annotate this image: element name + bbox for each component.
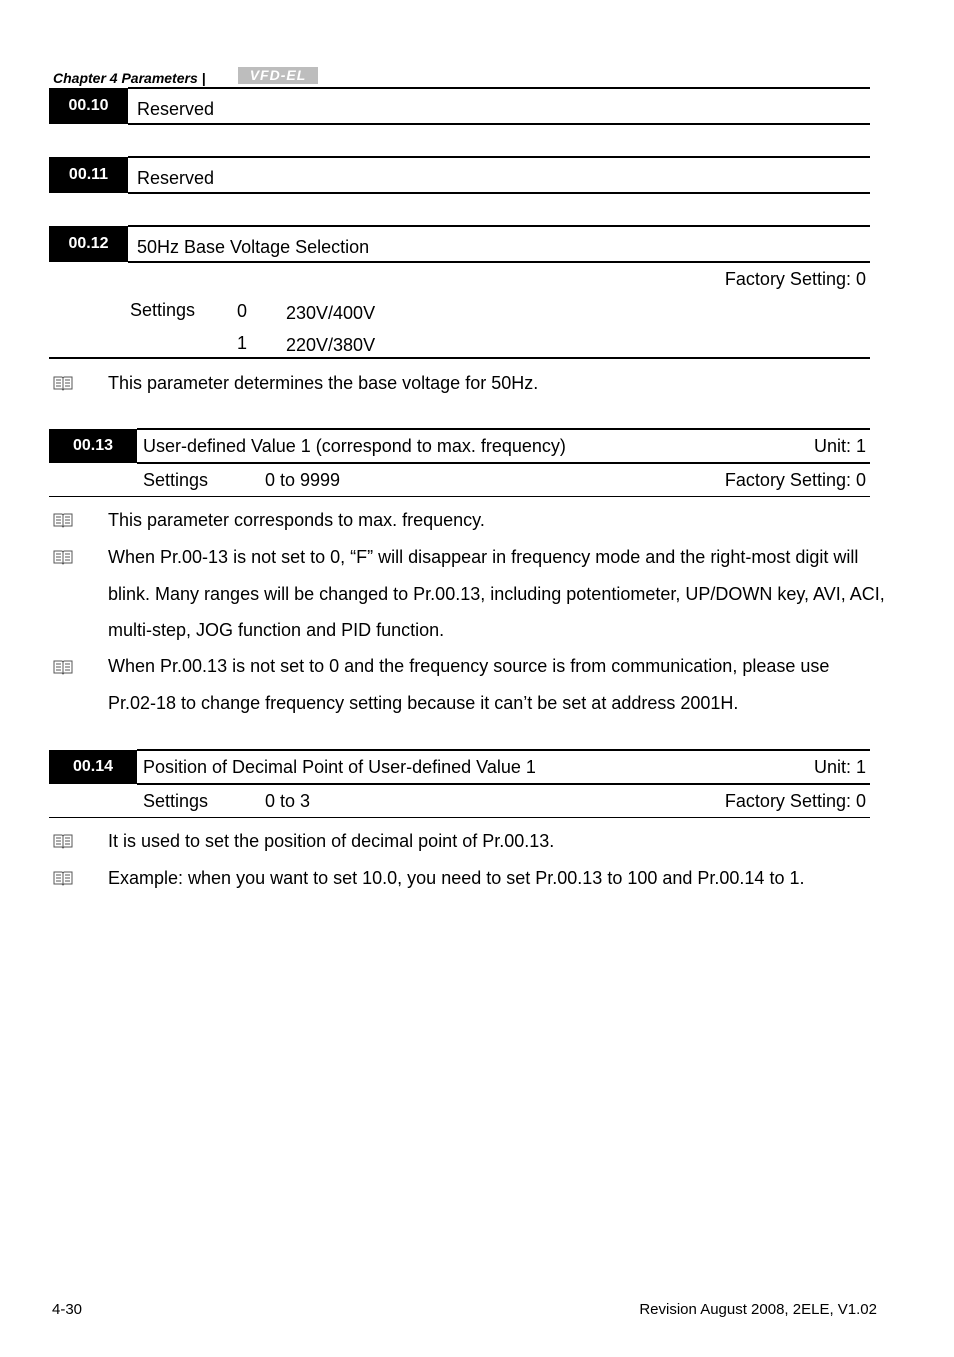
chapter-title: Chapter 4 Parameters | [53,70,206,86]
param-title-00-11: Reserved [137,168,215,188]
param-code-00-12: 00.12 [49,226,128,262]
option-text: 220V/380V [286,335,376,355]
option-value: 1 [237,333,248,353]
settings-range: 0 to 3 [265,791,311,811]
settings-label: Settings [143,791,209,811]
book-icon [53,375,73,391]
param-title-00-13: User-defined Value 1 (correspond to max. frequency) [143,436,566,456]
param-title-00-12: 50Hz Base Voltage Selection [137,237,370,257]
param-code-00-14: 00.14 [49,750,137,784]
book-icon [53,512,73,528]
note-text: This parameter determines the base voltage for 50Hz. [108,373,539,393]
book-icon [53,659,73,675]
settings-label: Settings [130,300,196,320]
factory-setting-00-14: Factory Setting: 0 [724,791,866,811]
note-paragraph: When Pr.00-13 is not set to 0, “F” will disappear in frequency mode and the right-most digit will blink. Many ranges will be changed to Pr.00.13, including potentiometer, UP/DOWN key, AVI, ACI, multi-step, JOG function and PID function. [108,547,885,641]
param-code-00-11: 00.11 [49,157,128,193]
product-logo: VFD-EL [238,67,318,84]
book-icon [53,833,73,849]
param-bottom-rule [128,123,870,125]
settings-label: Settings [143,470,209,490]
param-top-rule [128,225,870,227]
param-title-rule [137,783,870,785]
param-title-00-10: Reserved [137,99,215,119]
page-number: 4-30 [52,1301,83,1318]
param-code-00-13: 00.13 [49,429,137,463]
note-text: Example: when you want to set 10.0, you need to set Pr.00.13 to 100 and Pr.00.14 to 1. [108,868,805,888]
param-title-rule [137,462,870,464]
option-text: 230V/400V [286,303,376,323]
param-title-rule [128,261,870,263]
param-title-00-14: Position of Decimal Point of User-defined Value 1 [143,757,536,777]
param-bottom-rule [128,192,870,194]
settings-range: 0 to 9999 [265,470,341,490]
note-text: It is used to set the position of decimal point of Pr.00.13. [108,831,555,851]
note-paragraph: When Pr.00.13 is not set to 0 and the frequency source is from communication, please use Pr.02-18 to change frequency setting because it can’t be set at address 2001H. [108,656,830,713]
param-top-rule [137,428,870,430]
param-code-00-10: 00.10 [49,88,128,124]
option-value: 0 [237,301,248,321]
book-icon [53,549,73,565]
param-top-rule [137,749,870,751]
settings-bottom-rule [49,817,870,818]
factory-setting-00-12: Factory Setting: 0 [724,269,866,289]
param-top-rule [128,87,870,89]
factory-setting-00-13: Factory Setting: 0 [724,470,866,490]
unit-00-14: Unit: 1 [813,757,866,777]
revision-text: Revision August 2008, 2ELE, V1.02 [639,1301,877,1318]
settings-bottom-rule [49,496,870,497]
note-text: This parameter corresponds to max. frequency. [108,510,485,530]
param-top-rule [128,156,870,158]
settings-bottom-rule [49,357,870,359]
book-icon [53,870,73,886]
unit-00-13: Unit: 1 [813,436,866,456]
